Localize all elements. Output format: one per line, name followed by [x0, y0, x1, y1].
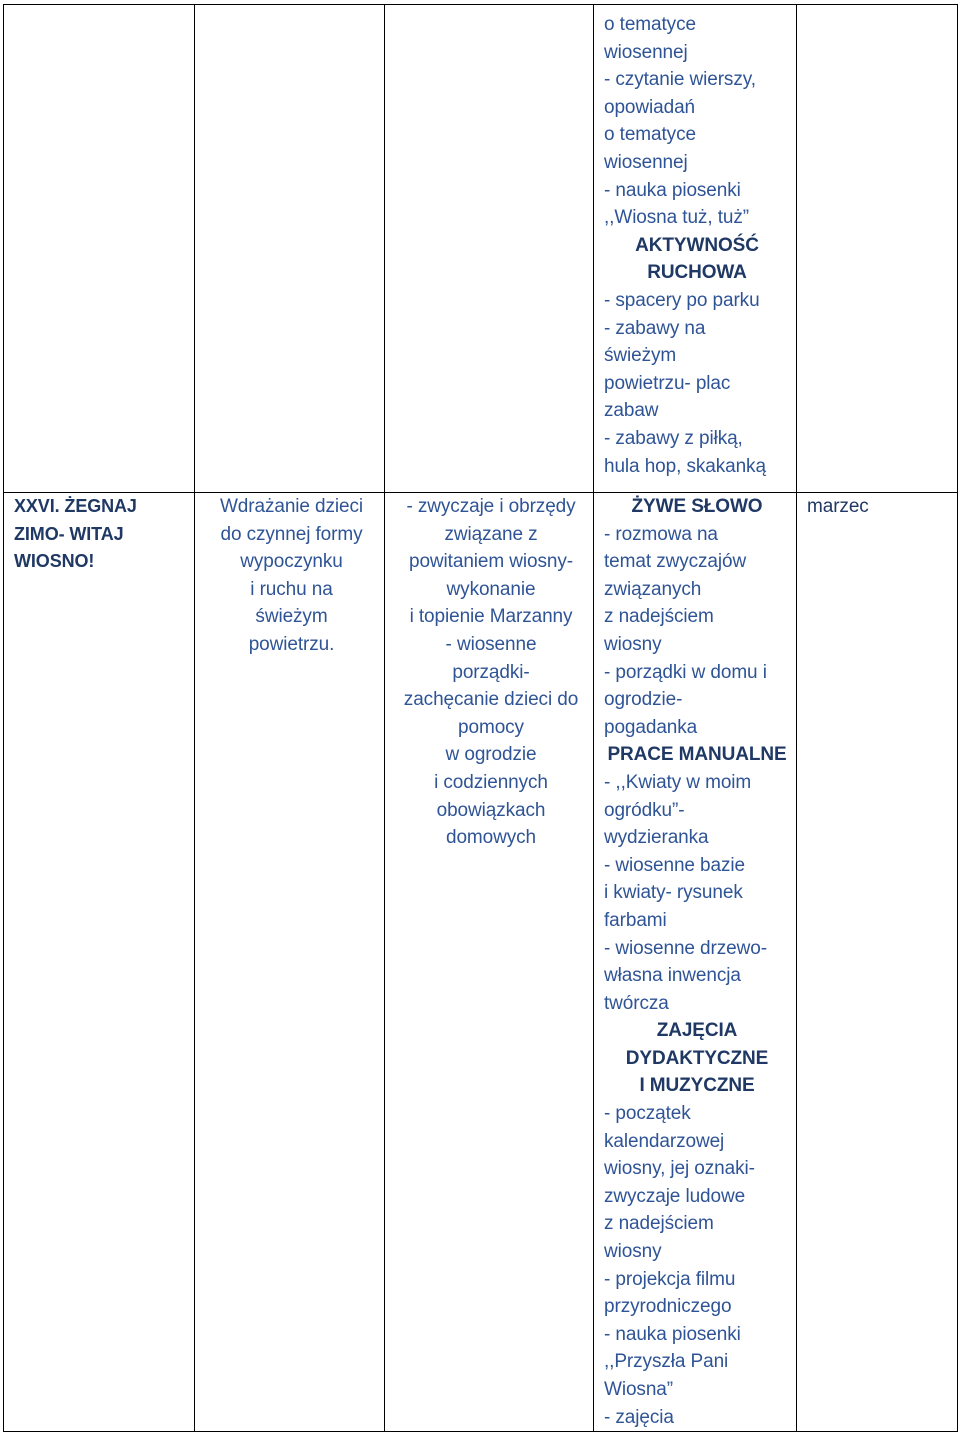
text-line: obowiązkach	[436, 799, 546, 821]
text-line: powietrzu.	[248, 633, 335, 655]
text-line: ogrodzie-	[604, 689, 683, 711]
text-line: Wiosna”	[604, 1379, 673, 1400]
text-line: hula hop, skakanką	[604, 455, 766, 477]
text-line: - początek	[604, 1103, 691, 1125]
section-heading: I MUZYCZNE	[639, 1075, 755, 1097]
text-line: - porządki w domu i	[604, 661, 767, 683]
text-line: pogadanka	[604, 716, 698, 738]
text-line: - zabawy na	[604, 317, 706, 339]
text-line: - wiosenne drzewo-	[604, 937, 767, 959]
table-row-continuation	[4, 5, 958, 493]
section-heading: AKTYWNOŚĆ	[635, 234, 759, 256]
section-heading: PRACE MANUALNE	[607, 744, 787, 766]
section-heading: XXVI. ŻEGNAJ	[14, 496, 137, 516]
section-heading: DYDAKTYCZNE	[625, 1047, 769, 1069]
text-line: kalendarzowej	[604, 1130, 725, 1152]
text-line: ogródku”-	[604, 799, 685, 821]
cell-theme-empty	[4, 5, 195, 493]
text-line: wiosennej	[604, 151, 688, 173]
text-line: - wiosenne	[445, 633, 537, 655]
cell-date	[797, 493, 958, 1432]
text-line: do czynnej formy	[220, 523, 363, 545]
cell-date-empty	[797, 5, 958, 493]
text-line: - ,,Kwiaty w moim	[604, 771, 752, 793]
text-line: zabaw	[604, 400, 659, 422]
cell-goal-empty	[195, 5, 385, 493]
text-line: świeżym	[255, 606, 328, 628]
text-line: z nadejściem	[604, 606, 714, 628]
text-line: powietrzu- plac	[604, 372, 731, 394]
cell-goal	[195, 493, 385, 1432]
text-line: pomocy	[458, 716, 524, 738]
text-line: wiosny	[604, 1241, 662, 1263]
text-line: wypoczynku	[240, 551, 343, 573]
text-line: i kwiaty- rysunek	[604, 882, 743, 904]
section-heading: ZIMO- WITAJ	[14, 523, 124, 544]
section-heading: RUCHOWA	[647, 262, 747, 284]
text-line: o tematyce	[604, 124, 696, 146]
text-line: powitaniem wiosny-	[409, 551, 573, 573]
text-line: i codziennych	[434, 771, 548, 793]
text-line: farbami	[604, 909, 667, 931]
cell-activities	[594, 493, 797, 1432]
text-line: w ogrodzie	[445, 744, 537, 766]
text-line: temat zwyczajów	[604, 551, 747, 573]
section-heading: WIOSNO!	[14, 551, 95, 572]
text-line: wykonanie	[446, 578, 536, 600]
cell-content-empty	[385, 5, 594, 493]
text-line: wiosny, jej oznaki-	[604, 1158, 755, 1180]
text-line: związane z	[444, 523, 538, 545]
text-line: porządki-	[452, 661, 530, 683]
text-line: i ruchu na	[250, 578, 333, 600]
lesson-plan-table	[3, 4, 958, 1432]
text-line: Wdrażanie dzieci	[219, 496, 364, 517]
text-line: o tematyce	[604, 14, 696, 35]
text-line: - nauka piosenki	[604, 1323, 741, 1345]
text-line: - spacery po parku	[604, 289, 760, 311]
text-line: - zajęcia	[604, 1406, 674, 1428]
section-heading: ZAJĘCIA	[656, 1020, 738, 1042]
cell-content	[385, 493, 594, 1432]
text-line: - czytanie wierszy,	[604, 69, 756, 91]
text-line: - wiosenne bazie	[604, 854, 745, 876]
text-line: - nauka piosenki	[604, 179, 741, 201]
section-heading: ŻYWE SŁOWO	[631, 496, 763, 517]
text-line: zachęcanie dzieci do	[403, 689, 579, 711]
text-line: wiosny	[604, 633, 662, 655]
table-row-theme-xxvi	[4, 493, 958, 1432]
text-line: przyrodniczego	[604, 1296, 732, 1318]
text-line: - rozmowa na	[604, 523, 718, 545]
text-line: domowych	[445, 827, 537, 849]
text-line: twórcza	[604, 992, 669, 1014]
text-line: świeżym	[604, 345, 677, 367]
text-line: ,,Wiosna tuż, tuż”	[604, 207, 749, 229]
text-line: z nadejściem	[604, 1213, 714, 1235]
text-line: opowiadań	[604, 96, 696, 118]
cell-activities-continued	[594, 5, 797, 493]
text-line: związanych	[604, 578, 702, 600]
text-line: marzec	[807, 496, 869, 517]
text-line: wiosennej	[604, 41, 688, 63]
cell-theme	[4, 493, 195, 1432]
text-line: - zabawy z piłką,	[604, 427, 743, 449]
text-line: - zwyczaje i obrzędy	[406, 496, 576, 517]
text-line: - projekcja filmu	[604, 1268, 736, 1290]
text-line: własna inwencja	[604, 965, 741, 987]
text-line: zwyczaje ludowe	[604, 1185, 746, 1207]
text-line: wydzieranka	[604, 827, 709, 849]
text-line: ,,Przyszła Pani	[604, 1351, 729, 1373]
text-line: i topienie Marzanny	[409, 606, 573, 628]
